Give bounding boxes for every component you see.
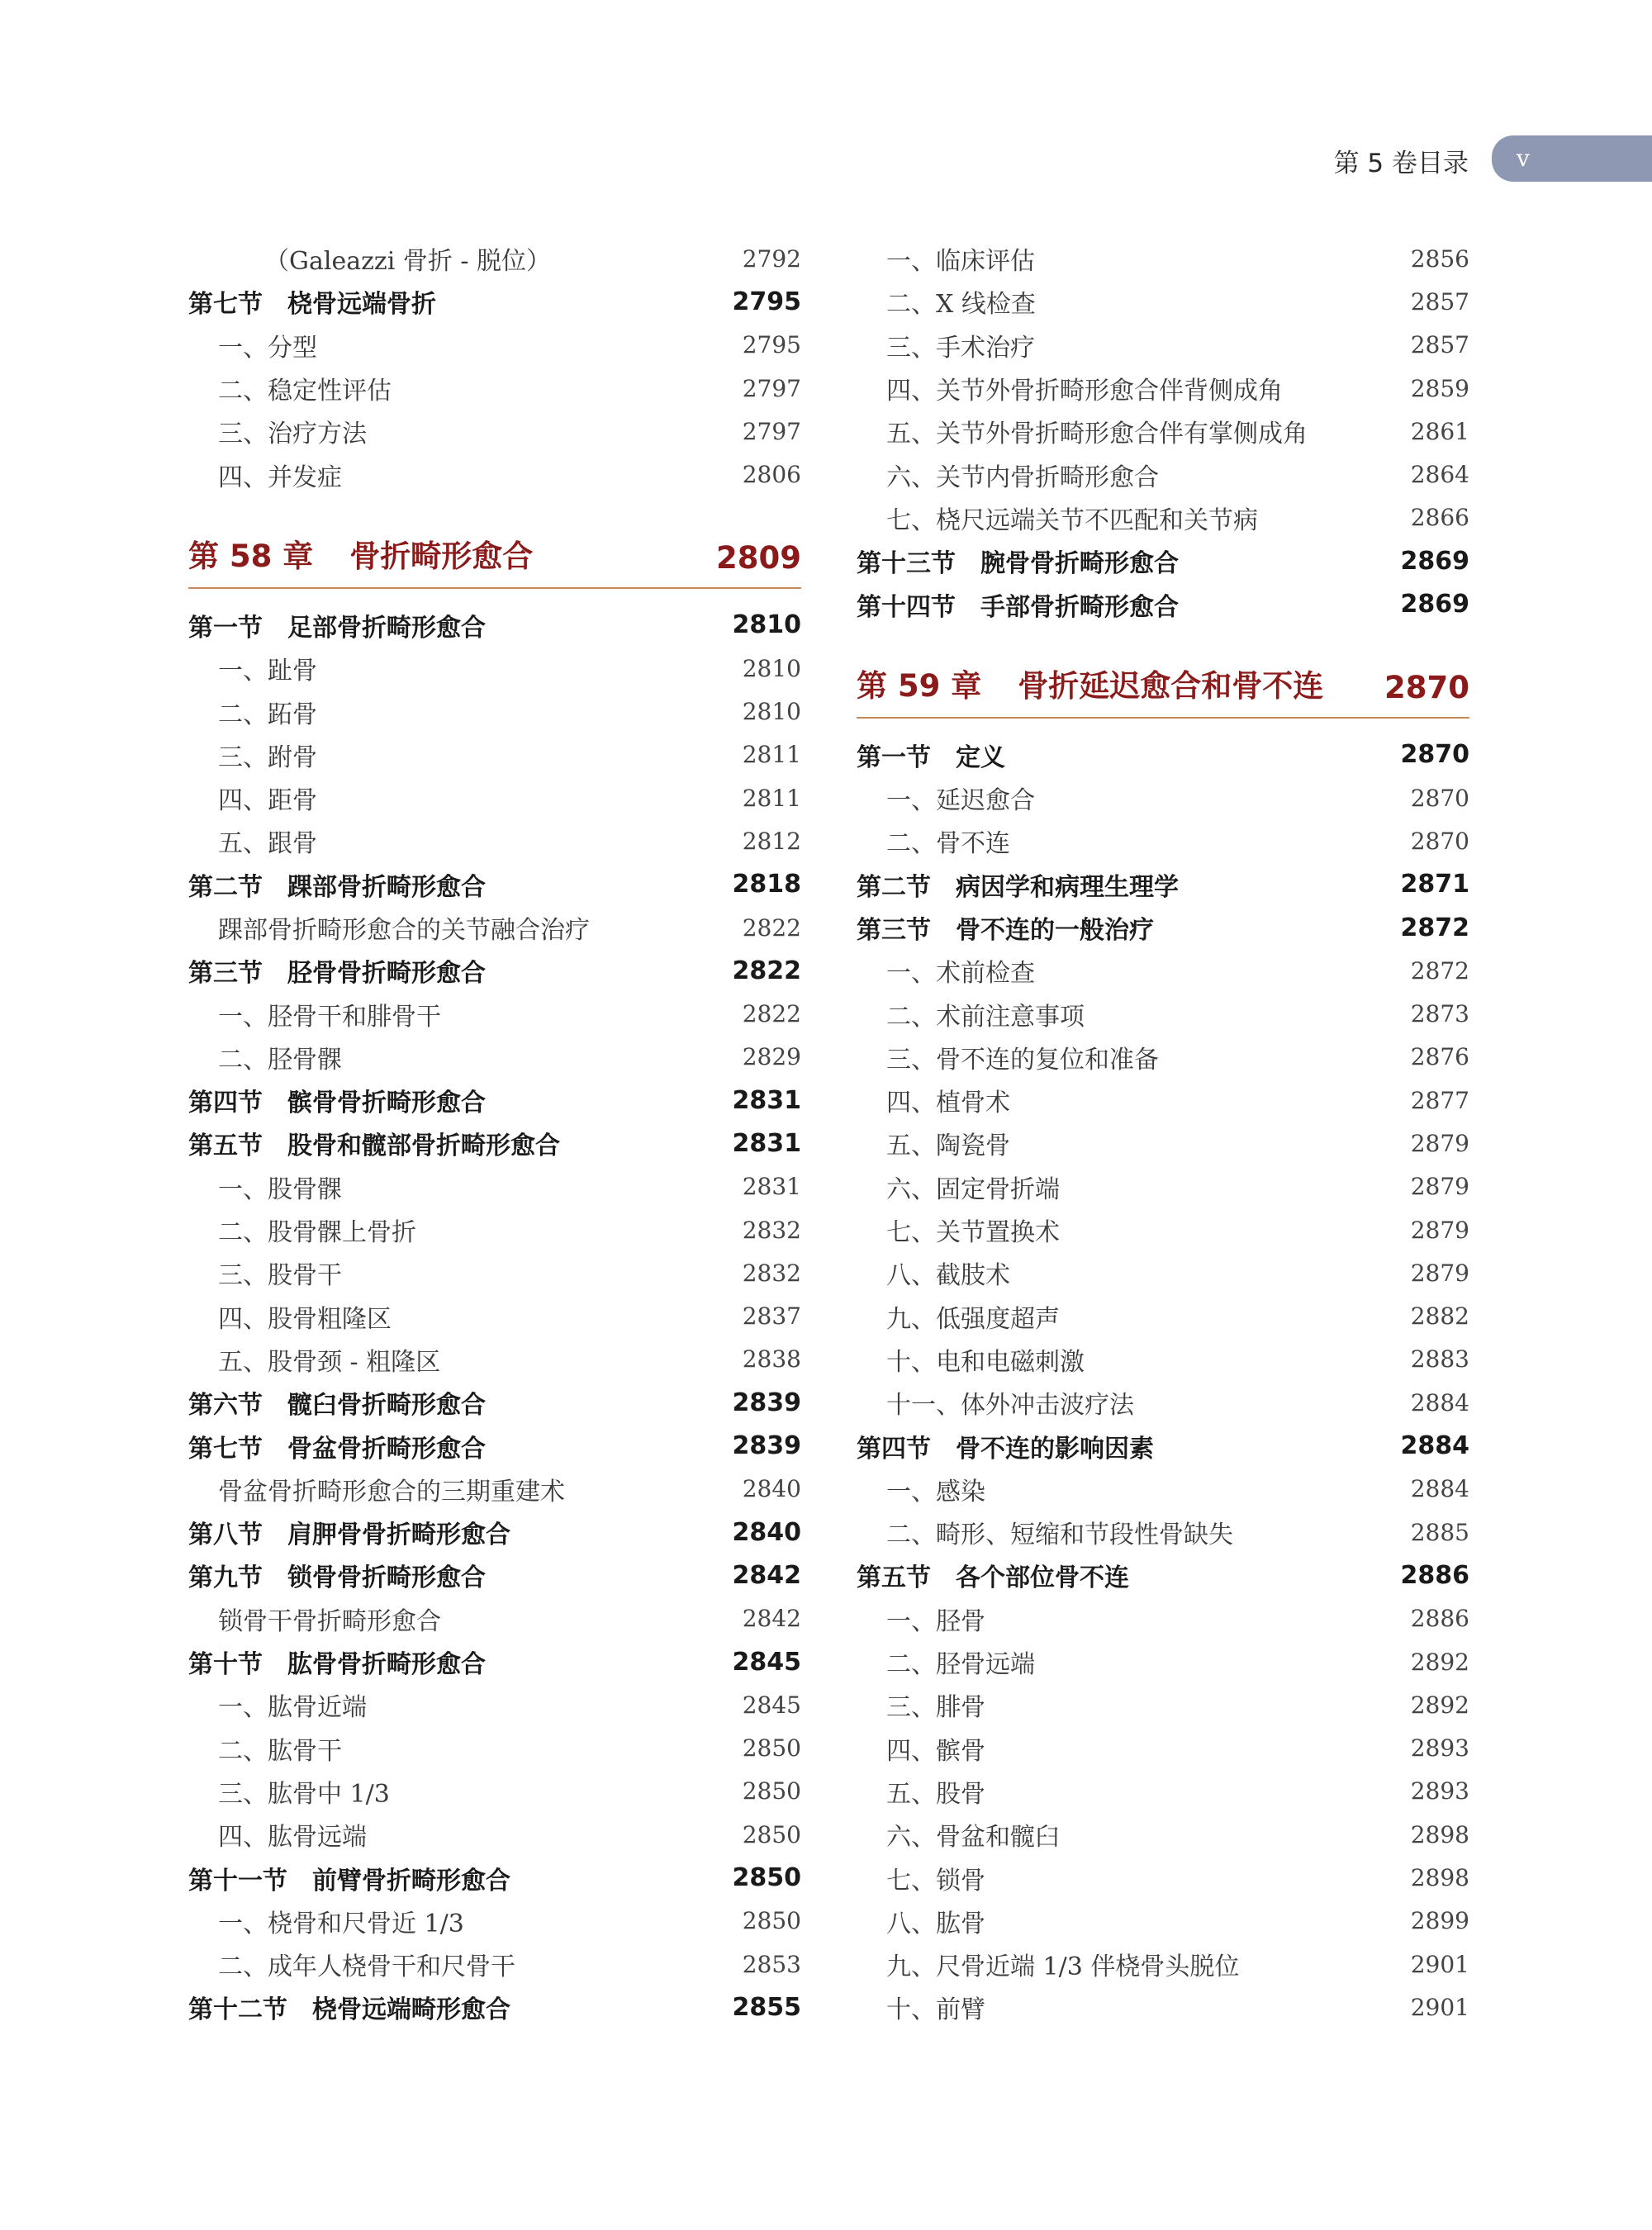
entry-label: 第十二节 桡骨远端畸形愈合 xyxy=(188,1995,510,2025)
entry-page-number: 2822 xyxy=(742,1000,801,1028)
entry-page-number: 2831 xyxy=(732,1128,801,1158)
entry-page-number: 2866 xyxy=(1410,504,1469,532)
toc-subentry[interactable] xyxy=(857,992,1469,1035)
entry-label: 第三节 胫骨骨折畸形愈合 xyxy=(188,959,486,989)
entry-label: 第十三节 腕骨骨折畸形愈合 xyxy=(857,549,1179,579)
entry-label: 三、腓骨 xyxy=(886,1693,985,1723)
entry-label: 二、术前注意事项 xyxy=(886,1002,1085,1032)
entry-page-number: 2850 xyxy=(732,1863,801,1893)
toc-subentry[interactable] xyxy=(188,324,801,367)
entry-label: 一、胫骨干和腓骨干 xyxy=(218,1002,441,1032)
chapter-heading[interactable] xyxy=(857,643,1469,719)
entry-label: 二、肱骨干 xyxy=(218,1736,342,1766)
toc-section-entry[interactable] xyxy=(188,604,801,647)
toc-subentry[interactable] xyxy=(857,1640,1469,1683)
entry-page-number: 2885 xyxy=(1410,1518,1469,1546)
entry-page-number: 2797 xyxy=(742,417,801,445)
entry-label: 四、并发症 xyxy=(218,463,342,492)
entry-page-number: 2892 xyxy=(1410,1691,1469,1719)
entry-page-number: 2901 xyxy=(1410,1993,1469,2021)
entry-page-number: 2879 xyxy=(1410,1259,1469,1287)
toc-section-entry[interactable] xyxy=(857,863,1469,906)
toc-subentry[interactable] xyxy=(857,1122,1469,1165)
entry-page-number: 2872 xyxy=(1410,956,1469,985)
entry-page-number: 2886 xyxy=(1400,1560,1469,1590)
toc-subentry[interactable] xyxy=(857,453,1469,496)
toc-subentry[interactable] xyxy=(857,496,1469,539)
entry-label: 第十一节 前臂骨折畸形愈合 xyxy=(188,1866,510,1896)
toc-subentry[interactable] xyxy=(188,1813,801,1856)
entry-label: 五、股骨颈 - 粗隆区 xyxy=(218,1347,441,1377)
entry-page-number: 2859 xyxy=(1410,374,1469,402)
entry-page-number: 2810 xyxy=(732,610,801,640)
toc-subentry[interactable] xyxy=(857,237,1469,280)
entry-label: 十一、体外冲击波疗法 xyxy=(886,1391,1134,1421)
entry-page-number: 2850 xyxy=(742,1734,801,1763)
toc-subentry[interactable] xyxy=(857,1727,1469,1770)
toc-subentry[interactable] xyxy=(857,1683,1469,1726)
entry-label: 九、尺骨近端 1/3 伴桡骨头脱位 xyxy=(886,1952,1240,1982)
toc-subentry[interactable] xyxy=(188,819,801,862)
toc-subentry[interactable] xyxy=(857,819,1469,862)
entry-label: 一、趾骨 xyxy=(218,657,317,686)
entry-page-number: 2857 xyxy=(1410,287,1469,316)
toc-subentry[interactable] xyxy=(188,237,801,280)
entry-label: 三、手术治疗 xyxy=(886,333,1035,363)
entry-label: 七、锁骨 xyxy=(886,1866,985,1896)
entry-label: 五、陶瓷骨 xyxy=(886,1132,1010,1161)
entry-page-number: 2857 xyxy=(1410,331,1469,359)
toc-left-column xyxy=(188,237,801,2029)
chapter-heading[interactable] xyxy=(188,513,801,589)
entry-label: 四、植骨术 xyxy=(886,1089,1010,1118)
toc-section-entry[interactable] xyxy=(188,1554,801,1597)
toc-subentry[interactable] xyxy=(857,1036,1469,1079)
entry-page-number: 2884 xyxy=(1410,1388,1469,1416)
toc-subentry[interactable] xyxy=(188,1770,801,1813)
toc-section-entry[interactable] xyxy=(188,280,801,323)
entry-label: 八、截肢术 xyxy=(886,1261,1010,1291)
toc-subentry[interactable] xyxy=(857,1813,1469,1856)
toc-subentry[interactable] xyxy=(188,647,801,690)
entry-label: 一、术前检查 xyxy=(886,959,1035,989)
entry-page-number: 2899 xyxy=(1410,1907,1469,1935)
entry-label: 八、肱骨 xyxy=(886,1909,985,1938)
entry-label: 第七节 骨盆骨折畸形愈合 xyxy=(188,1434,486,1464)
entry-label: 第一节 足部骨折畸形愈合 xyxy=(188,613,486,643)
entry-page-number: 2838 xyxy=(742,1345,801,1374)
toc-section-entry[interactable] xyxy=(857,733,1469,776)
entry-page-number: 2818 xyxy=(732,870,801,899)
toc-subentry[interactable] xyxy=(857,1943,1469,1986)
entry-page-number: 2882 xyxy=(1410,1302,1469,1331)
toc-subentry[interactable] xyxy=(857,1468,1469,1511)
entry-label: 锁骨干骨折畸形愈合 xyxy=(218,1606,441,1636)
entry-page-number: 2869 xyxy=(1400,590,1469,619)
entry-page-number: 2850 xyxy=(742,1777,801,1805)
entry-label: 十、前臂 xyxy=(886,1995,985,2025)
entry-page-number: 2822 xyxy=(742,913,801,942)
entry-page-number: 2812 xyxy=(742,827,801,855)
entry-page-number: 2898 xyxy=(1410,1820,1469,1848)
entry-page-number: 2856 xyxy=(1410,244,1469,273)
chapter-number: 第 59 章 xyxy=(857,667,982,704)
entry-page-number: 2879 xyxy=(1410,1129,1469,1157)
entry-page-number: 2855 xyxy=(732,1992,801,2022)
entry-page-number: 2870 xyxy=(1400,740,1469,770)
toc-section-entry[interactable] xyxy=(857,1424,1469,1467)
entry-label: 三、跗骨 xyxy=(218,743,317,772)
toc-subentry[interactable] xyxy=(857,410,1469,453)
entry-label: 骨盆骨折畸形愈合的三期重建术 xyxy=(218,1477,565,1506)
entry-page-number: 2839 xyxy=(732,1388,801,1417)
toc-section-entry[interactable] xyxy=(188,1424,801,1467)
entry-page-number: 2839 xyxy=(732,1431,801,1461)
entry-page-number: 2898 xyxy=(1410,1864,1469,1892)
entry-label: 三、治疗方法 xyxy=(218,420,367,449)
toc-subentry[interactable] xyxy=(188,992,801,1035)
entry-page-number: 2873 xyxy=(1410,1000,1469,1028)
entry-page-number: 2884 xyxy=(1410,1475,1469,1503)
entry-label: 二、畸形、短缩和节段性骨缺失 xyxy=(886,1521,1233,1550)
entry-page-number: 2864 xyxy=(1410,461,1469,489)
entry-label: 第五节 股骨和髋部骨折畸形愈合 xyxy=(188,1132,560,1161)
toc-subentry[interactable] xyxy=(857,1856,1469,1899)
entry-page-number: 2884 xyxy=(1400,1431,1469,1461)
entry-label: 一、肱骨近端 xyxy=(218,1693,367,1723)
entry-label: 四、距骨 xyxy=(218,786,317,816)
entry-page-number: 2883 xyxy=(1410,1345,1469,1374)
toc-section-entry[interactable] xyxy=(188,1856,801,1899)
entry-page-number: 2831 xyxy=(732,1085,801,1115)
entry-page-number: 2832 xyxy=(742,1216,801,1244)
entry-label: 第十四节 手部骨折畸形愈合 xyxy=(857,592,1179,622)
toc-subentry[interactable] xyxy=(188,776,801,819)
entry-label: 十、电和电磁刺激 xyxy=(886,1347,1085,1377)
entry-label: 一、胫骨 xyxy=(886,1606,985,1636)
entry-label: 三、肱骨中 1/3 xyxy=(218,1779,390,1809)
toc-subentry[interactable] xyxy=(857,1511,1469,1554)
entry-page-number: 2837 xyxy=(742,1302,801,1331)
toc-subentry[interactable] xyxy=(188,1036,801,1079)
entry-page-number: 2850 xyxy=(742,1907,801,1935)
entry-page-number: 2842 xyxy=(742,1605,801,1633)
entry-label: 四、髌骨 xyxy=(886,1736,985,1766)
toc-subentry[interactable] xyxy=(188,733,801,776)
chapter-page: 2870 xyxy=(1384,669,1469,705)
toc-section-entry[interactable] xyxy=(857,906,1469,949)
entry-label: 九、低强度超声 xyxy=(886,1304,1060,1334)
entry-page-number: 2872 xyxy=(1400,913,1469,942)
entry-label: 第五节 各个部位骨不连 xyxy=(857,1563,1129,1593)
entry-label: 七、桡尺远端关节不匹配和关节病 xyxy=(886,505,1258,535)
toc-section-entry[interactable] xyxy=(188,1381,801,1424)
entry-label: 二、骨不连 xyxy=(886,829,1010,859)
toc-section-entry[interactable] xyxy=(857,539,1469,582)
toc-subentry[interactable] xyxy=(857,1770,1469,1813)
entry-label: 第四节 骨不连的影响因素 xyxy=(857,1434,1154,1464)
entry-label: 三、骨不连的复位和准备 xyxy=(886,1045,1159,1075)
entry-label: 第十节 肱骨骨折畸形愈合 xyxy=(188,1650,486,1680)
entry-page-number: 2832 xyxy=(742,1259,801,1287)
toc-subentry[interactable] xyxy=(857,1251,1469,1294)
entry-label: 第三节 骨不连的一般治疗 xyxy=(857,916,1154,945)
toc-subentry[interactable] xyxy=(857,1986,1469,2028)
entry-label: 第六节 髋臼骨折畸形愈合 xyxy=(188,1391,486,1421)
entry-label: 一、股骨髁 xyxy=(218,1174,342,1204)
toc-subentry[interactable] xyxy=(188,1943,801,1986)
entry-label: 一、延迟愈合 xyxy=(886,786,1035,816)
toc-section-entry[interactable] xyxy=(857,1554,1469,1597)
entry-page-number: 2840 xyxy=(732,1517,801,1547)
entry-page-number: 2842 xyxy=(732,1560,801,1590)
toc-subentry[interactable] xyxy=(188,1597,801,1640)
toc-subentry[interactable] xyxy=(188,690,801,733)
entry-label: 四、肱骨远端 xyxy=(218,1823,367,1853)
entry-label: 踝部骨折畸形愈合的关节融合治疗 xyxy=(218,916,590,945)
entry-page-number: 2792 xyxy=(742,244,801,273)
chapter-title: 骨折畸形愈合 xyxy=(349,538,534,574)
entry-page-number: 2810 xyxy=(742,698,801,726)
chapter-number: 第 58 章 xyxy=(188,538,314,574)
entry-label: 一、分型 xyxy=(218,333,317,363)
entry-label: 六、关节内骨折畸形愈合 xyxy=(886,463,1159,492)
entry-page-number: 2810 xyxy=(742,654,801,682)
toc-subentry[interactable] xyxy=(857,1381,1469,1424)
entry-page-number: 2811 xyxy=(742,741,801,769)
toc-subentry[interactable] xyxy=(188,1683,801,1726)
entry-page-number: 2861 xyxy=(1410,417,1469,445)
entry-label: 一、感染 xyxy=(886,1477,985,1506)
entry-label: 三、股骨干 xyxy=(218,1261,342,1291)
toc-section-entry[interactable] xyxy=(188,1079,801,1122)
entry-label: 六、骨盆和髋臼 xyxy=(886,1823,1060,1853)
toc-subentry[interactable] xyxy=(188,410,801,453)
entry-page-number: 2845 xyxy=(732,1647,801,1677)
toc-subentry[interactable] xyxy=(188,1727,801,1770)
toc-subentry[interactable] xyxy=(188,453,801,496)
entry-label: （Galeazzi 骨折 - 脱位） xyxy=(264,247,552,277)
entry-label: 第七节 桡骨远端骨折 xyxy=(188,290,436,320)
entry-page-number: 2850 xyxy=(742,1820,801,1848)
toc-subentry[interactable] xyxy=(857,1338,1469,1381)
entry-page-number: 2877 xyxy=(1410,1086,1469,1114)
entry-page-number: 2879 xyxy=(1410,1216,1469,1244)
entry-label: 二、跖骨 xyxy=(218,700,317,729)
entry-page-number: 2876 xyxy=(1410,1043,1469,1071)
entry-page-number: 2871 xyxy=(1400,870,1469,899)
toc-subentry[interactable] xyxy=(857,324,1469,367)
entry-label: 第一节 定义 xyxy=(857,743,1005,772)
entry-label: 第四节 髌骨骨折畸形愈合 xyxy=(188,1089,486,1118)
entry-page-number: 2795 xyxy=(742,331,801,359)
toc-subentry[interactable] xyxy=(857,1208,1469,1251)
toc-section-entry[interactable] xyxy=(188,949,801,992)
toc-subentry[interactable] xyxy=(857,367,1469,410)
toc-subentry[interactable] xyxy=(188,1208,801,1251)
entry-page-number: 2853 xyxy=(742,1950,801,1978)
entry-page-number: 2870 xyxy=(1410,784,1469,812)
entry-label: 五、股骨 xyxy=(886,1779,985,1809)
toc-subentry[interactable] xyxy=(188,367,801,410)
entry-page-number: 2797 xyxy=(742,374,801,402)
toc-subentry[interactable] xyxy=(188,1338,801,1381)
entry-label: 一、桡骨和尺骨近 1/3 xyxy=(218,1909,464,1938)
entry-label: 四、关节外骨折畸形愈合伴背侧成角 xyxy=(886,377,1283,406)
entry-page-number: 2822 xyxy=(732,956,801,985)
entry-page-number: 2879 xyxy=(1410,1173,1469,1201)
entry-label: 二、胫骨远端 xyxy=(886,1650,1035,1680)
toc-section-entry[interactable] xyxy=(857,582,1469,625)
entry-page-number: 2893 xyxy=(1410,1734,1469,1763)
entry-page-number: 2893 xyxy=(1410,1777,1469,1805)
toc-subentry[interactable] xyxy=(188,906,801,949)
volume-toc-title: 第 5 卷目录 xyxy=(1333,149,1469,178)
entry-label: 五、关节外骨折畸形愈合伴有掌侧成角 xyxy=(886,420,1308,449)
entry-page-number: 2829 xyxy=(742,1043,801,1071)
entry-label: 第九节 锁骨骨折畸形愈合 xyxy=(188,1563,486,1593)
entry-label: 第二节 踝部骨折畸形愈合 xyxy=(188,872,486,902)
entry-label: 七、关节置换术 xyxy=(886,1218,1060,1248)
entry-page-number: 2901 xyxy=(1410,1950,1469,1978)
entry-label: 二、成年人桡骨干和尺骨干 xyxy=(218,1952,515,1982)
entry-page-number: 2892 xyxy=(1410,1648,1469,1676)
toc-section-entry[interactable] xyxy=(188,863,801,906)
entry-page-number: 2869 xyxy=(1400,546,1469,576)
toc-subentry[interactable] xyxy=(857,1165,1469,1208)
toc-subentry[interactable] xyxy=(857,1900,1469,1943)
entry-label: 五、跟骨 xyxy=(218,829,317,859)
toc-subentry[interactable] xyxy=(857,280,1469,323)
entry-label: 二、X 线检查 xyxy=(886,290,1036,320)
toc-subentry[interactable] xyxy=(188,1251,801,1294)
entry-page-number: 2831 xyxy=(742,1173,801,1201)
chapter-page: 2809 xyxy=(716,539,801,576)
page-number-tab: v xyxy=(1492,135,1652,182)
entry-page-number: 2840 xyxy=(742,1475,801,1503)
toc-right-column xyxy=(857,237,1469,2029)
entry-label: 一、临床评估 xyxy=(886,247,1035,277)
entry-label: 二、胫骨髁 xyxy=(218,1045,342,1075)
toc-section-entry[interactable] xyxy=(188,1122,801,1165)
toc-subentry[interactable] xyxy=(188,1468,801,1511)
toc-section-entry[interactable] xyxy=(188,1511,801,1554)
entry-label: 二、稳定性评估 xyxy=(218,377,392,406)
entry-page-number: 2806 xyxy=(742,461,801,489)
toc-subentry[interactable] xyxy=(857,1295,1469,1338)
toc-subentry[interactable] xyxy=(188,1900,801,1943)
entry-page-number: 2870 xyxy=(1410,827,1469,855)
entry-page-number: 2811 xyxy=(742,784,801,812)
toc-subentry[interactable] xyxy=(188,1165,801,1208)
toc-subentry[interactable] xyxy=(857,1079,1469,1122)
toc-subentry[interactable] xyxy=(857,1597,1469,1640)
entry-label: 第八节 肩胛骨骨折畸形愈合 xyxy=(188,1521,510,1550)
entry-page-number: 2845 xyxy=(742,1691,801,1719)
toc-subentry[interactable] xyxy=(857,776,1469,819)
entry-page-number: 2795 xyxy=(732,287,801,316)
toc-subentry[interactable] xyxy=(188,1295,801,1338)
entry-label: 第二节 病因学和病理生理学 xyxy=(857,872,1179,902)
entry-label: 六、固定骨折端 xyxy=(886,1174,1060,1204)
entry-label: 四、股骨粗隆区 xyxy=(218,1304,392,1334)
chapter-title: 骨折延迟愈合和骨不连 xyxy=(1018,667,1324,704)
entry-page-number: 2886 xyxy=(1410,1605,1469,1633)
toc-section-entry[interactable] xyxy=(188,1986,801,2028)
toc-section-entry[interactable] xyxy=(188,1640,801,1683)
entry-label: 二、股骨髁上骨折 xyxy=(218,1218,416,1248)
toc-subentry[interactable] xyxy=(857,949,1469,992)
